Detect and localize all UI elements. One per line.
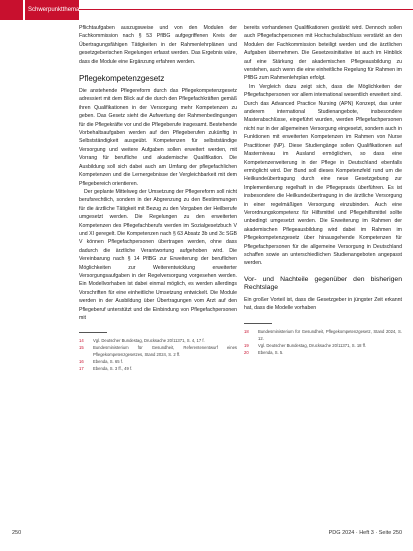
footnote-number: 17 [79, 366, 84, 372]
footnote-text: Bundesministerium für Gesundheit, Pflegekompetenzgesetz, Stand 2024, S. 12. [258, 328, 402, 341]
section-tag: Schwerpunktthema [25, 0, 79, 20]
footnote-text: Vgl. Deutscher Bundestag, Drucksache 20/11371, S. 4, 17 f. [93, 338, 205, 344]
footnote-number: 14 [79, 338, 84, 344]
footnote-number: 20 [244, 349, 249, 355]
intro-paragraph: Pflichtaufgaben auszugsweise und von den Modulen der Fachkommission nach § 53 PflBG aufgegriffenen Kreis der Übertragungsfähigen Tätigkeiten in der Rahmenlehrplänen und gesetzgeberischen Regelungen erfasst werden. Das Ergebnis wäre, dass die Module eine Ergänzung erfahren werden. [79, 25, 237, 65]
footnote-text: Ebenda, S. 5. [258, 349, 284, 355]
body-paragraph: Im Vergleich dazu zeigt sich, dass die Möglichkeiten der Pflegefachpersonen vor allem international wesentlich erweitert sind. Durch das Advanced Practice Nursing (APN) Konzept, das unter anderem international Studienangebote, insbesondere Masterabschlüsse, eingeführt wurden, werden Pflegefachpersonen nicht nur in der allgemeinen Versorgung eingesetzt, sondern auch in Funktionen mit erweiterten Kompetenzen im Rahmen von Nurse Practitioner (NP). Diese Studiengänge sollen Qualifikationen auf Masterniveau im Ausland ermöglichen, so dass eine Kompetenzerweiterung in der Pflege in Deutschland ebenfalls ermöglicht wird. Der Bund soll dieses Kompetenzfeld rund um die Heilkundeübertragung durch eine neue Gesetzgebung zur Implementierung regelhaft in die Pflegepraxis überführen. Es ist insbesondere die Heilkundeübertragung in die ärztliche Versorgung in einer regelmäßigen Versorgung einzubinden. Auch eine Verordnungskompetenz für Hilfsmittel und Pflegehilfsmittel sollte unbedingt umgesetzt werden. Die Erweiterung im Rahmen der akademischen Pflegeausbildung wird dabei im Rahmen im Pflegekompetenzgesetz über hinausgehende Kompetenzen für Pflegefachpersonen für die allgemeine Versorgung in Deutschland schaffen sowie an unterschiedlichen Studienangeboten angepasst werden. [244, 83, 402, 267]
footnote-number: 19 [244, 342, 249, 348]
footnote [244, 328, 402, 342]
footnote [244, 349, 402, 356]
left-column [79, 24, 237, 372]
footnote [79, 365, 237, 372]
header-rule [79, 9, 413, 10]
page-footer [0, 522, 413, 551]
footnote [79, 344, 237, 358]
section-subheading: Vor- und Nachteile gegenüber den bisherigen Rechtslage [244, 275, 402, 292]
footnote [79, 358, 237, 365]
footnote-text: Ebenda, S. 65 f. [93, 359, 124, 365]
footnote-rule [244, 323, 272, 324]
right-column [244, 24, 402, 356]
footnote-text: Vgl. Deutscher Bundestag, Drucksache 20/11371, S. 18 ff. [258, 342, 367, 348]
footnote-text: Bundesministerium für Gesundheit, Referentenentwurf eines Pflegekompetenzgesetzes, Stand 2024, S. 2 ff. [93, 345, 237, 358]
body-paragraph: Ein großer Vorteil ist, dass die Gesetzgeber in jüngster Zeit erkannt hat, dass die Modelle vorhaben [244, 296, 402, 312]
page-number: 250 [12, 530, 22, 536]
footnote-rule [79, 332, 107, 333]
footnote [244, 342, 402, 349]
footnote [79, 337, 237, 344]
footnote-number: 16 [79, 359, 84, 365]
journal-reference: PDG 2024 · Heft 3 · Seite 250 [328, 530, 402, 536]
footnote-number: 18 [244, 328, 249, 334]
body-paragraph: bereits vorhandenen Qualifikationen gestärkt wird. Dennoch sollen auch Pflegefachpersonen mit Hochschulabschluss verstärkt an den Modulen der Fachkommission beteiligt werden und die ärztlichen Aufgaben übernehmen. Die Gesetzesinitiative ist auch im Hinblick auf eine Stärkung der akademischen Pflegeausbildung zu verstehen, auch wenn die eine einheitliche Regelung für Rahmen im PflBG zum Rahmenlehrplan erfolgt. [244, 25, 402, 82]
header-accent-block [0, 0, 23, 20]
footnote-number: 15 [79, 345, 84, 351]
footnote-text: Ebenda, S. 3 ff., 49 f. [93, 366, 133, 372]
body-paragraph: Der geplante Mittelweg der Umsetzung der Pflegereform soll nicht berufsrechtlich, sondern in der Abgrenzung zu den Bestimmungen für die ärztliche Tätigkeit mit Bezug zu den Vorgaben der Heilberufe umgesetzt werden. Die Regelungen zu den erweiterten Kompetenzen des Pflegefachberufs werden im Sozialgesetzbuch V und XI geregelt. Die Kompetenzen nach § 63 Absatz 3b und 3c SGB V können Pflegefachpersonen übertragen werden, ohne dass dadurch die ärztliche Verantwortung aufgehoben wird. Die Vereinbarung nach § 14 PflBG zur Erweiterung der beruflichen Möglichkeiten zur Weiterentwicklung erweiterter Versorgungsaufgaben in der Regelversorgung vorgesehen werden. Ein Modellvorhaben ist dabei einmal möglich, es werden allerdings Vorschriften für eine einheitliche Umsetzung entwickelt. Die Module werden in der Ausbildung über Übertragungen vom Arzt auf den Pflegeberuf unterstützt und die Einbindung von Pflegefachpersonen mit [79, 188, 237, 321]
section-subheading: Pflegekompetenzgesetz [79, 74, 165, 84]
body-paragraph: Die anstehende Pflegereform durch das Pflegekompetenzgesetz adressiert mit dem Blick auf die durch den Pflegefachkräften gemäß ihren Qualifikationen in der Versorgung mehr Kompetenzen zu geben. Das Gesetz sieht die Aufwertung der Rahmenbedingungen für die Pflegekräfte vor und die Pflegeberufe insgesamt. Bestehende Vorbehaltsaufgaben werden auf den Pflegeberufen zukünftig in Selbstständigkeit ausgeübt. Kompetenzen für selbstständige Versorgung und weitere Aufgaben sollen erweitert werden, mit Vorrang für berufliche und akademische Qualifikation. Die Ausbildung soll sich dabei auch am Umfang der pflegefachlichen Kompetenzen und die Lernergebnisse der Vergleichbarkeit mit dem Pflegebereich orientieren. [79, 88, 237, 187]
page-header [0, 0, 413, 20]
